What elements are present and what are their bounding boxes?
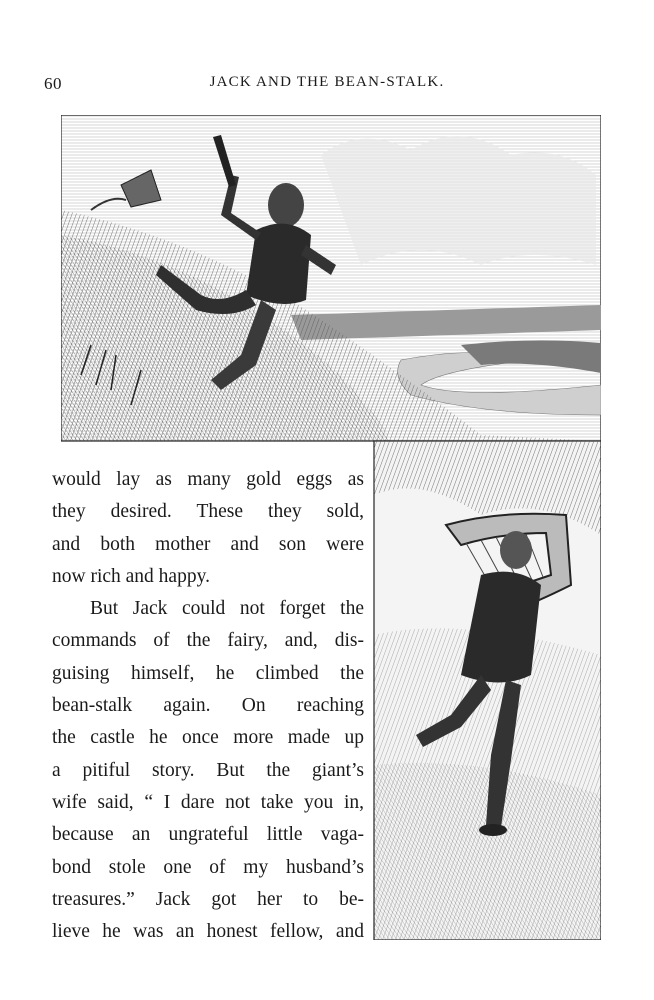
- text-line: wife said, “ I dare not take you in,: [52, 791, 364, 813]
- body-text: [52, 464, 364, 948]
- text-line: they desired. These they sold,: [52, 501, 364, 523]
- text-line: and both mother and son were: [52, 533, 364, 555]
- text-line: because an ungrateful little vaga-: [52, 824, 364, 846]
- text-line: But Jack could not forget the: [90, 598, 364, 620]
- text-line: would lay as many gold eggs as: [52, 469, 364, 490]
- upper-scene: [61, 115, 601, 441]
- text-line: a pitiful story. But the giant’s: [52, 759, 364, 781]
- text-line: guising himself, he climbed the: [52, 662, 364, 684]
- running-head: JACK AND THE BEAN-STALK.: [209, 74, 445, 90]
- text-line: the castle he once more made up: [52, 727, 364, 749]
- text-line: now rich and happy.: [52, 565, 210, 587]
- text-line: commands of the fairy, and, dis-: [52, 630, 364, 652]
- text-line: bond stole one of my husband’s: [52, 856, 364, 878]
- page-number: 60: [44, 74, 62, 93]
- text-line: treasures.” Jack got her to be-: [52, 888, 364, 910]
- text-line: bean-stalk again. On reaching: [52, 695, 364, 717]
- text-line: lieve he was an honest fellow, and: [52, 921, 364, 943]
- lower-scene: [374, 441, 601, 940]
